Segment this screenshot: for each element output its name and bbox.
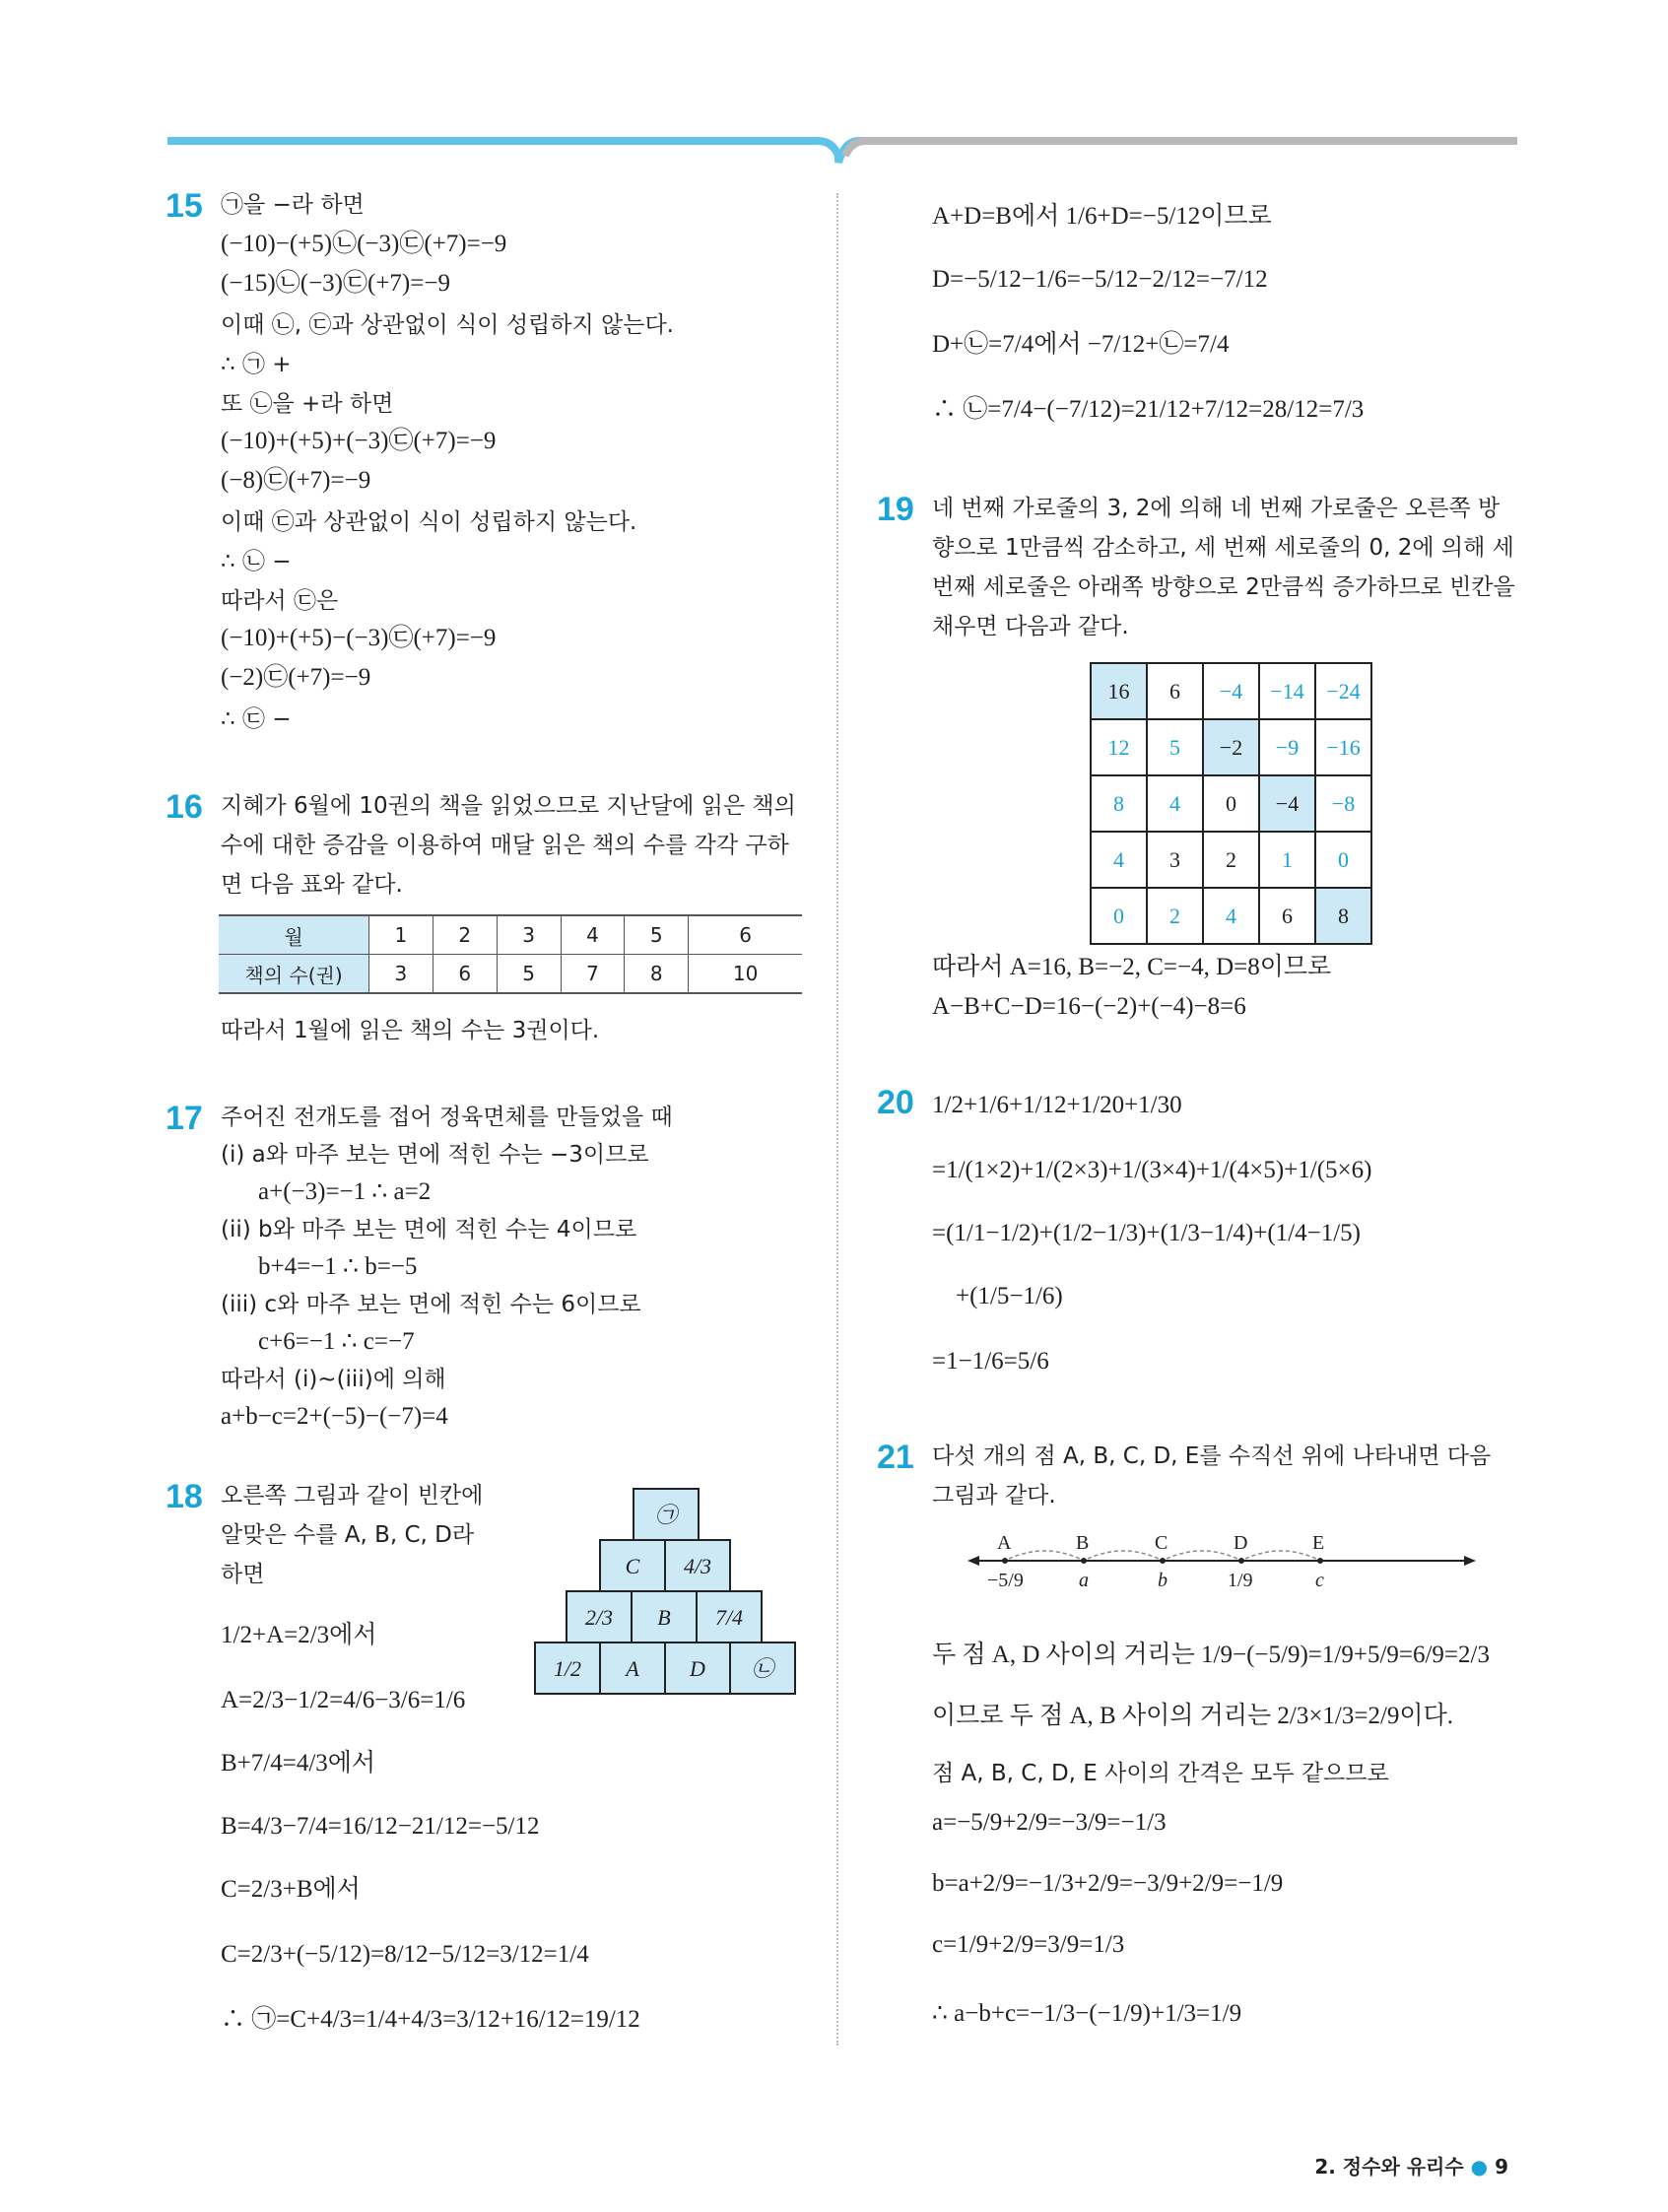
q15-line: 이때 ㉢과 상관없이 식이 성립하지 않는다. [221,509,637,535]
q19-conclusion: 따라서 A=16, B=−2, C=−4, D=8이므로 [932,954,1332,980]
question-number-17: 17 [166,1100,203,1137]
table-cell: 3 [497,915,561,955]
q18-line: B=4/3−7/4=16/12−21/12=−5/12 [221,1813,540,1840]
q17-line: 따라서 (i)~(iii)에 의해 [221,1367,446,1392]
point-value: a [1079,1570,1089,1591]
pyramid-cell: ㉠ [633,1488,700,1541]
grid-cell: −8 [1315,775,1371,832]
q21-line: 이므로 두 점 A, B 사이의 거리는 2/3×1/3=2/9이다. [932,1703,1453,1729]
grid-row [1091,775,1371,832]
grid-cell: 4 [1147,775,1203,832]
q17-line: (i) a와 마주 보는 면에 적힌 수는 −3이므로 [221,1142,649,1168]
q18-right-line: D+㉡=7/4에서 −7/12+㉡=7/4 [932,331,1230,358]
grid-cell: −24 [1315,663,1371,719]
q18-intro: 오른쪽 그림과 같이 빈칸에 [221,1483,484,1508]
grid-cell: −4 [1203,663,1259,719]
grid-cell: 5 [1147,719,1203,775]
grid-cell: 0 [1091,888,1147,944]
bullet-icon: ● [1470,2155,1489,2178]
pyramid-cell: A [599,1642,666,1695]
question-number-18: 18 [166,1478,203,1515]
q20-line: =(1/1−1/2)+(1/2−1/3)+(1/3−1/4)+(1/4−1/5) [932,1220,1361,1246]
pyramid-cell: D [664,1642,731,1695]
table-cell: 6 [433,955,497,994]
grid-row [1091,832,1371,888]
table-cell: 7 [561,955,625,994]
question-number-20: 20 [877,1084,914,1121]
grid-row [1091,719,1371,775]
q18-line: C=2/3+(−5/12)=8/12−5/12=3/12=1/4 [221,1941,589,1968]
q17-line: c+6=−1 ∴ c=−7 [258,1328,415,1355]
q17-line: b+4=−1 ∴ b=−5 [258,1253,418,1280]
pyramid-cell: C [599,1539,666,1592]
grid-cell: 1 [1259,832,1315,888]
pyramid-cell: 2/3 [566,1590,633,1643]
grid-row [1091,663,1371,719]
q21-line: ∴ a−b+c=−1/3−(−1/9)+1/3=1/9 [932,2000,1242,2027]
q15-line: 또 ㉡을 +라 하면 [221,391,394,417]
q18-intro: 하면 [221,1562,265,1587]
q21-intro: 그림과 같다. [932,1483,1056,1508]
table-cell: 5 [625,915,689,955]
table-cell: 4 [561,915,625,955]
q15-line: (−8)㉢(+7)=−9 [221,467,371,494]
q16-conclusion: 따라서 1월에 읽은 책의 수는 3권이다. [221,1018,600,1043]
q19-line: 향으로 1만큼씩 감소하고, 세 번째 세로줄의 0, 2에 의해 세 [932,535,1514,561]
books-table [219,914,802,994]
q15-line: ㉠을 −라 하면 [221,192,365,218]
q15-line: (−10)+(+5)+(−3)㉢(+7)=−9 [221,428,497,454]
table-row [219,955,802,994]
point-label-b: B [1076,1532,1090,1554]
q21-line: b=a+2/9=−1/3+2/9=−3/9+2/9=−1/9 [932,1870,1284,1897]
pyramid-cell: 1/2 [534,1642,601,1695]
header-bar [0,0,1668,177]
grid-cell: −2 [1203,719,1259,775]
page-footer [1314,2151,1508,2179]
q15-line: (−10)+(+5)−(−3)㉢(+7)=−9 [221,625,497,651]
q15-line: ∴ ㉠ + [221,352,292,377]
table-cell: 1 [369,915,434,955]
grid-cell: −16 [1315,719,1371,775]
q18-line: ∴ ㉠=C+4/3=1/4+4/3=3/12+16/12=19/12 [221,2006,640,2033]
grid-row [1091,888,1371,944]
grid-cell: 8 [1315,888,1371,944]
grid-cell: 12 [1091,719,1147,775]
grid-cell: 0 [1203,775,1259,832]
q18-line: 1/2+A=2/3에서 [221,1622,377,1648]
q18-right-line: D=−5/12−1/6=−5/12−2/12=−7/12 [932,266,1268,293]
q15-line: ∴ ㉢ − [221,706,292,732]
point-value: c [1315,1570,1324,1591]
table-cell: 6 [689,915,802,955]
grid-cell: −4 [1259,775,1315,832]
q18-line: C=2/3+B에서 [221,1876,361,1903]
number-grid [1090,662,1372,945]
table-cell: 3 [369,955,434,994]
number-line [966,1525,1478,1614]
q18-line: B+7/4=4/3에서 [221,1750,376,1776]
grid-cell: 6 [1147,663,1203,719]
grid-cell: 3 [1147,832,1203,888]
q17-line: a+(−3)=−1 ∴ a=2 [258,1178,432,1205]
grid-cell: 2 [1203,832,1259,888]
grid-cell: 4 [1203,888,1259,944]
q18-right-line: A+D=B에서 1/6+D=−5/12이므로 [932,203,1272,230]
q15-line: ∴ ㉡ − [221,549,292,574]
table-cell: 5 [497,955,561,994]
table-row [219,915,802,955]
q15-line: (−10)−(+5)㉡(−3)㉢(+7)=−9 [221,231,507,257]
q21-line: a=−5/9+2/9=−3/9=−1/3 [932,1809,1167,1836]
pyramid-cell: ㉡ [729,1642,796,1695]
grid-cell: 2 [1147,888,1203,944]
q18-intro: 알맞은 수를 A, B, C, D라 [221,1522,475,1548]
table-cell: 8 [625,955,689,994]
q15-line: 따라서 ㉢은 [221,588,339,614]
q17-line: a+b−c=2+(−5)−(−7)=4 [221,1403,448,1430]
q19-line: 네 번째 가로줄의 3, 2에 의해 네 번째 가로줄은 오른쪽 방 [932,496,1501,521]
q15-line: (−15)㉡(−3)㉢(+7)=−9 [221,270,450,297]
table-header: 책의 수(권) [219,955,369,994]
point-value: b [1158,1570,1168,1591]
q15-line: 이때 ㉡, ㉢과 상관없이 식이 성립하지 않는다. [221,312,674,338]
question-number-16: 16 [166,788,203,826]
q18-right-line: ∴ ㉡=7/4−(−7/12)=21/12+7/12=28/12=7/3 [932,396,1365,423]
question-number-19: 19 [877,491,914,528]
table-cell: 10 [689,955,802,994]
grid-cell: 6 [1259,888,1315,944]
q17-line: (iii) c와 마주 보는 면에 적힌 수는 6이므로 [221,1292,641,1317]
grid-cell: 8 [1091,775,1147,832]
q20-line: =1−1/6=5/6 [932,1348,1049,1374]
q21-line: 두 점 A, D 사이의 거리는 1/9−(−5/9)=1/9+5/9=6/9=2/3 [932,1642,1490,1668]
question-number-15: 15 [166,187,203,225]
point-value: 1/9 [1228,1570,1253,1591]
grid-cell: −14 [1259,663,1315,719]
column-divider [836,193,839,2045]
table-cell: 2 [433,915,497,955]
q21-line: 점 A, B, C, D, E 사이의 간격은 모두 같으므로 [932,1761,1389,1786]
q15-line: (−2)㉢(+7)=−9 [221,664,371,691]
q21-line: c=1/9+2/9=3/9=1/3 [932,1931,1125,1958]
q20-line: 1/2+1/6+1/12+1/20+1/30 [932,1092,1182,1118]
point-label-a: A [997,1532,1012,1554]
q16-line: 지혜가 6월에 10권의 책을 읽었으므로 지난달에 읽은 책의 [221,793,796,819]
point-label-d: D [1234,1532,1248,1554]
grid-cell: 16 [1091,663,1147,719]
page-number: 9 [1495,2155,1508,2178]
point-label-c: C [1155,1532,1168,1554]
table-header: 월 [219,915,369,955]
point-value: −5/9 [987,1570,1024,1591]
chapter-title: 2. 정수와 유리수 [1314,2155,1464,2178]
q19-line: 채우면 다음과 같다. [932,614,1129,639]
q19-line: 번째 세로줄은 아래쪽 방향으로 2만큼씩 증가하므로 빈칸을 [932,574,1515,600]
q18-line: A=2/3−1/2=4/6−3/6=1/6 [221,1687,466,1713]
q21-intro: 다섯 개의 점 A, B, C, D, E를 수직선 위에 나타내면 다음 [932,1443,1492,1469]
point-label-e: E [1312,1532,1325,1554]
pyramid-cell: 4/3 [664,1539,731,1592]
question-number-21: 21 [877,1439,914,1476]
grid-cell: 4 [1091,832,1147,888]
q16-line: 수에 대한 증감을 이용하여 매달 읽은 책의 수를 각각 구하 [221,833,789,858]
q20-line: =1/(1×2)+1/(2×3)+1/(3×4)+1/(4×5)+1/(5×6) [932,1157,1372,1183]
pyramid-cell: 7/4 [696,1590,763,1643]
q19-conclusion: A−B+C−D=16−(−2)+(−4)−8=6 [932,993,1246,1020]
grid-cell: 0 [1315,832,1371,888]
q17-line: 주어진 전개도를 접어 정육면체를 만들었을 때 [221,1105,673,1130]
grid-cell: −9 [1259,719,1315,775]
q20-line: +(1/5−1/6) [956,1283,1063,1309]
pyramid-cell: B [631,1590,698,1643]
q17-line: (ii) b와 마주 보는 면에 적힌 수는 4이므로 [221,1217,637,1242]
q16-line: 면 다음 표와 같다. [221,872,403,898]
